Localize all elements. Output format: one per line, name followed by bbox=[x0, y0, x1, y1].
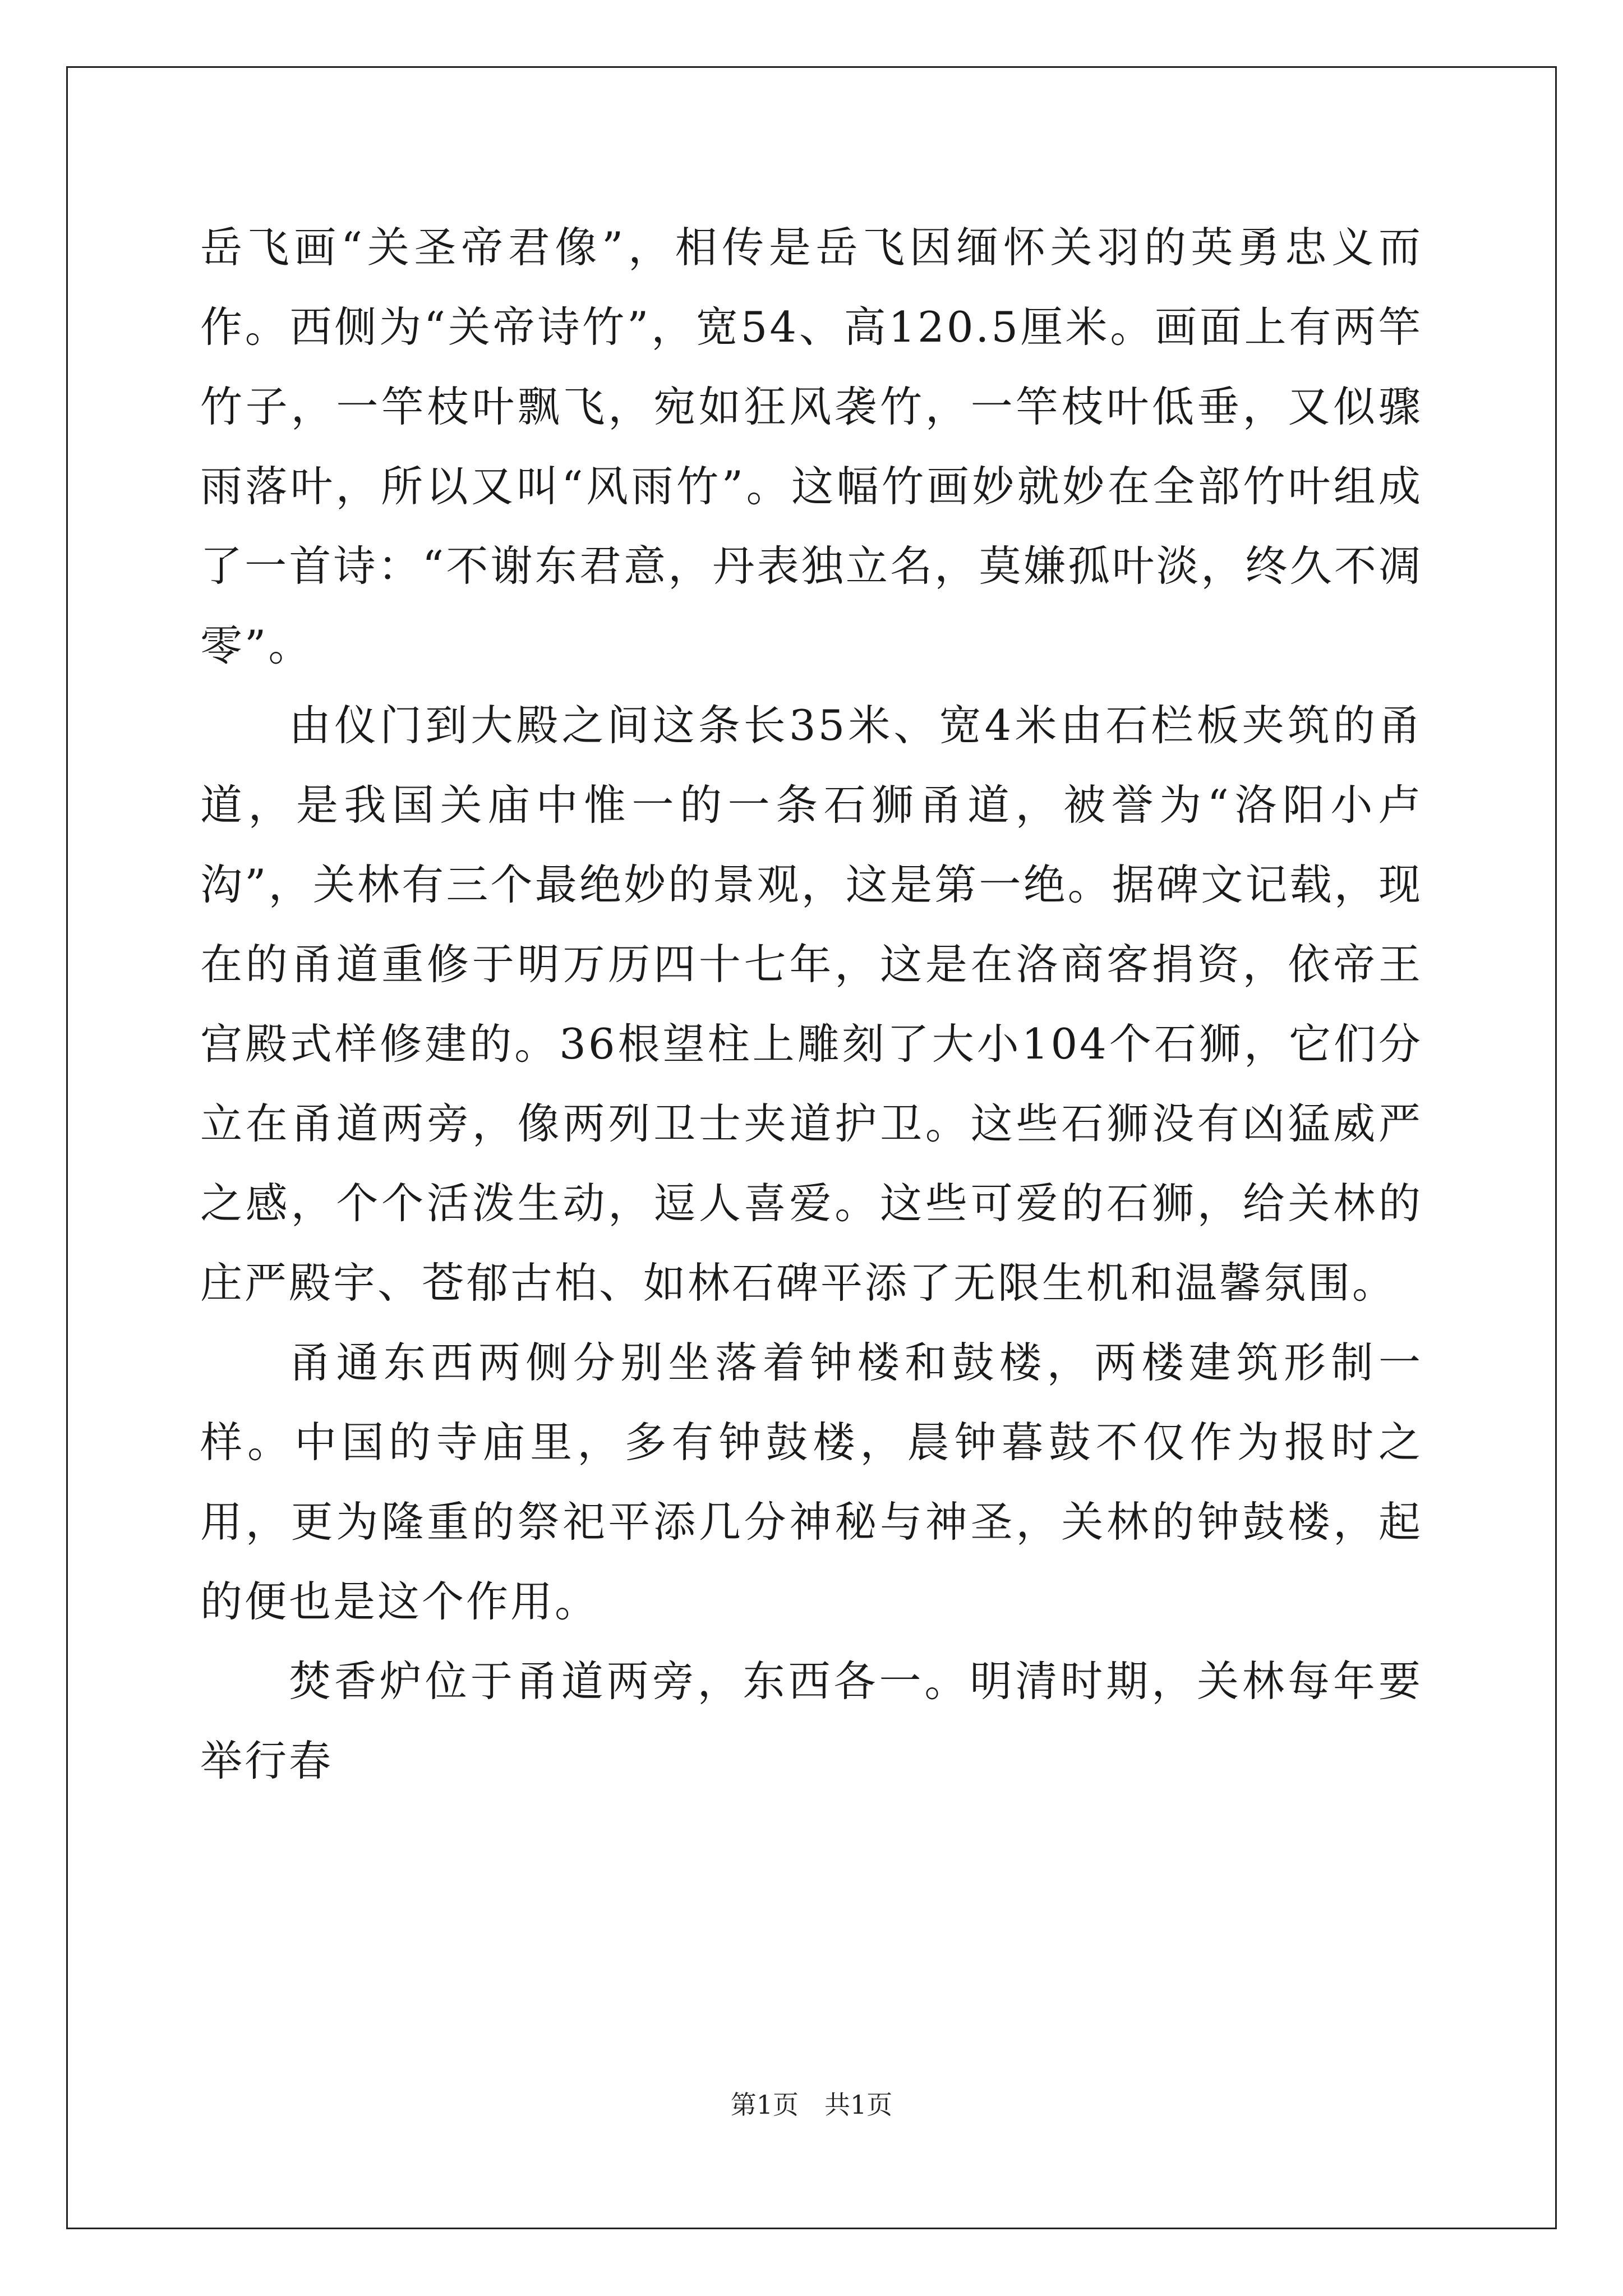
paragraph-4: 焚香炉位于甬道两旁，东西各一。明清时期，关林每年要举行春 bbox=[200, 1657, 1423, 1786]
paragraph-2: 由仪门到大殿之间这条长35米、宽4米由石栏板夹筑的甬道，是我国关庙中惟一的一条石狮甬道，被誉为“洛阳小卢沟”，关林有三个最绝妙的景观，这是第一绝。据碑文记载，现在的甬道重修于明万历四十七年，这是在洛商客捐资，依帝王宫殿式样修建的。36根望柱上雕刻了大小104个石狮，它们分立在甬道两旁，像两列卫士夹道护卫。这些石狮没有凶猛威严之感，个个活泼生动，逗人喜爱。这些可爱的石狮，给关林的庄严殿宇、苍郁古柏、如林石碑平添了无限生机和温馨氛围。 bbox=[200, 701, 1423, 1308]
document-body bbox=[200, 208, 1423, 1801]
paragraph-3: 甬通东西两侧分别坐落着钟楼和鼓楼，两楼建筑形制一样。中国的寺庙里，多有钟鼓楼，晨钟暮鼓不仅作为报时之用，更为隆重的祭祀平添几分神秘与神圣，关林的钟鼓楼，起的便也是这个作用。 bbox=[200, 1338, 1423, 1626]
page-total: 共1页 bbox=[824, 2090, 893, 2120]
page-footer bbox=[0, 2088, 1623, 2122]
page-number: 第1页 bbox=[730, 2090, 799, 2120]
paragraph-1: 岳飞画“关圣帝君像”，相传是岳飞因缅怀关羽的英勇忠义而作。西侧为“关帝诗竹”，宽54、高120.5厘米。画面上有两竿竹子，一竿枝叶飘飞，宛如狂风袭竹，一竿枝叶低垂，又似骤雨落叶，所以又叫“风雨竹”。这幅竹画妙就妙在全部竹叶组成了一首诗：“不谢东君意，丹表独立名，莫嫌孤叶淡，终久不凋零”。 bbox=[200, 223, 1423, 670]
